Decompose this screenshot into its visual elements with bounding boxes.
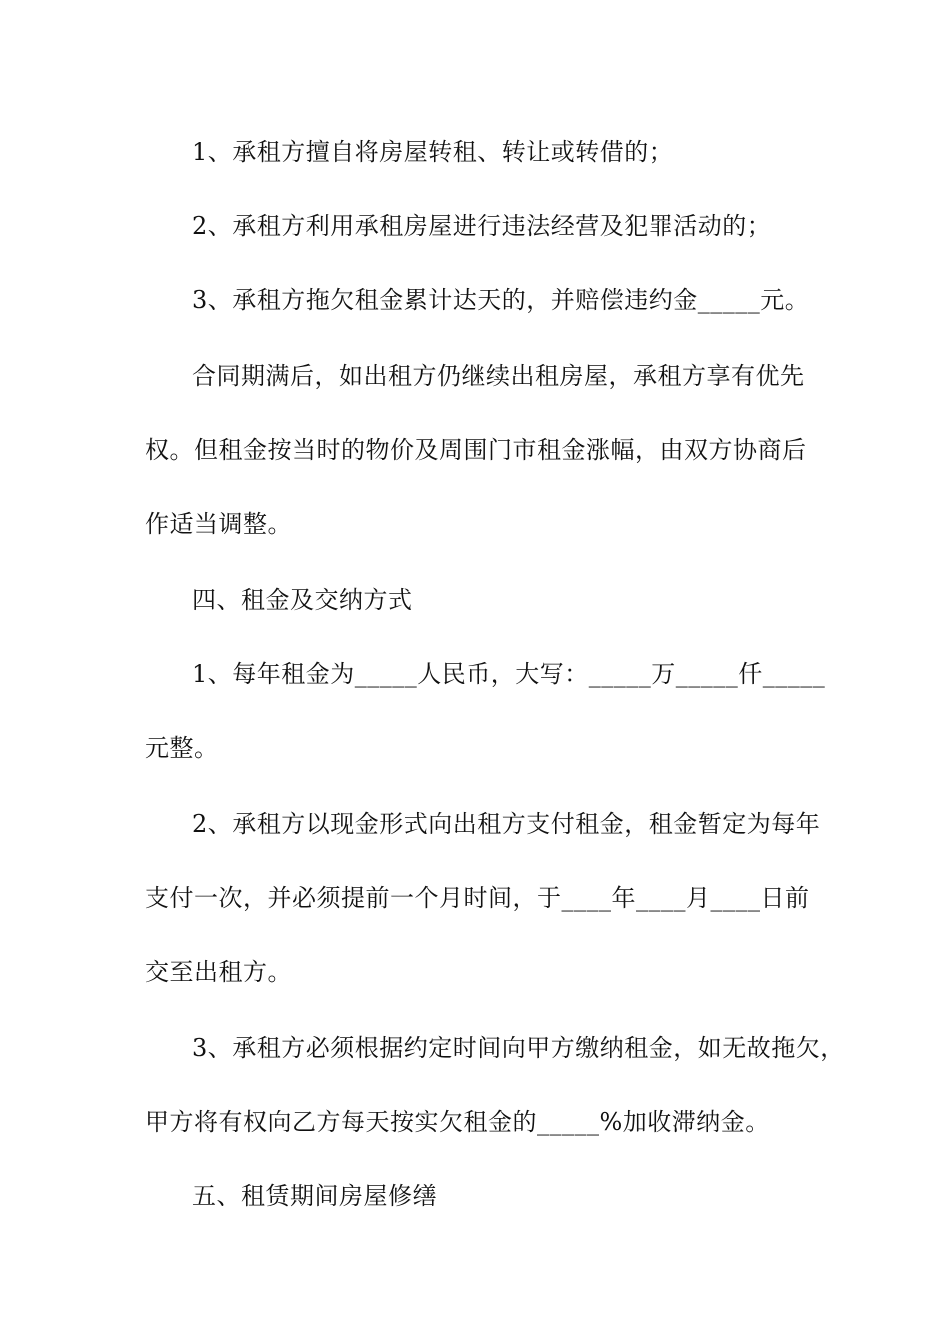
- clause-line-3: 3、承租方拖欠租金累计达天的，并赔偿违约金_____元。: [192, 286, 810, 314]
- paragraph-line-1: 合同期满后，如出租方仍继续出租房屋，承租方享有优先: [192, 362, 805, 390]
- rent-clause-3-line-1: 3、承租方必须根据约定时间向甲方缴纳租金，如无故拖欠，: [192, 1034, 845, 1062]
- clause-line-2: 2、承租方利用承租房屋进行违法经营及犯罪活动的；: [192, 212, 772, 240]
- rent-clause-3-line-2: 甲方将有权向乙方每天按实欠租金的_____%加收滞纳金。: [145, 1108, 770, 1136]
- rent-clause-1-line-1: 1、每年租金为_____人民币，大写：_____万_____仟_____: [192, 660, 826, 688]
- rent-clause-2-line-1: 2、承租方以现金形式向出租方支付租金，租金暂定为每年: [192, 810, 821, 838]
- paragraph-line-2: 权。但租金按当时的物价及周围门市租金涨幅，由双方协商后: [145, 436, 807, 464]
- clause-line-1: 1、承租方擅自将房屋转租、转让或转借的；: [192, 138, 674, 166]
- section-heading-repair: 五、租赁期间房屋修缮: [192, 1182, 437, 1210]
- section-heading-rent: 四、租金及交纳方式: [192, 586, 413, 614]
- paragraph-line-3: 作适当调整。: [145, 510, 292, 538]
- rent-clause-2-line-3: 交至出租方。: [145, 958, 292, 986]
- rent-clause-2-line-2: 支付一次，并必须提前一个月时间，于____年____月____日前: [145, 884, 810, 912]
- rent-clause-1-line-2: 元整。: [145, 734, 219, 762]
